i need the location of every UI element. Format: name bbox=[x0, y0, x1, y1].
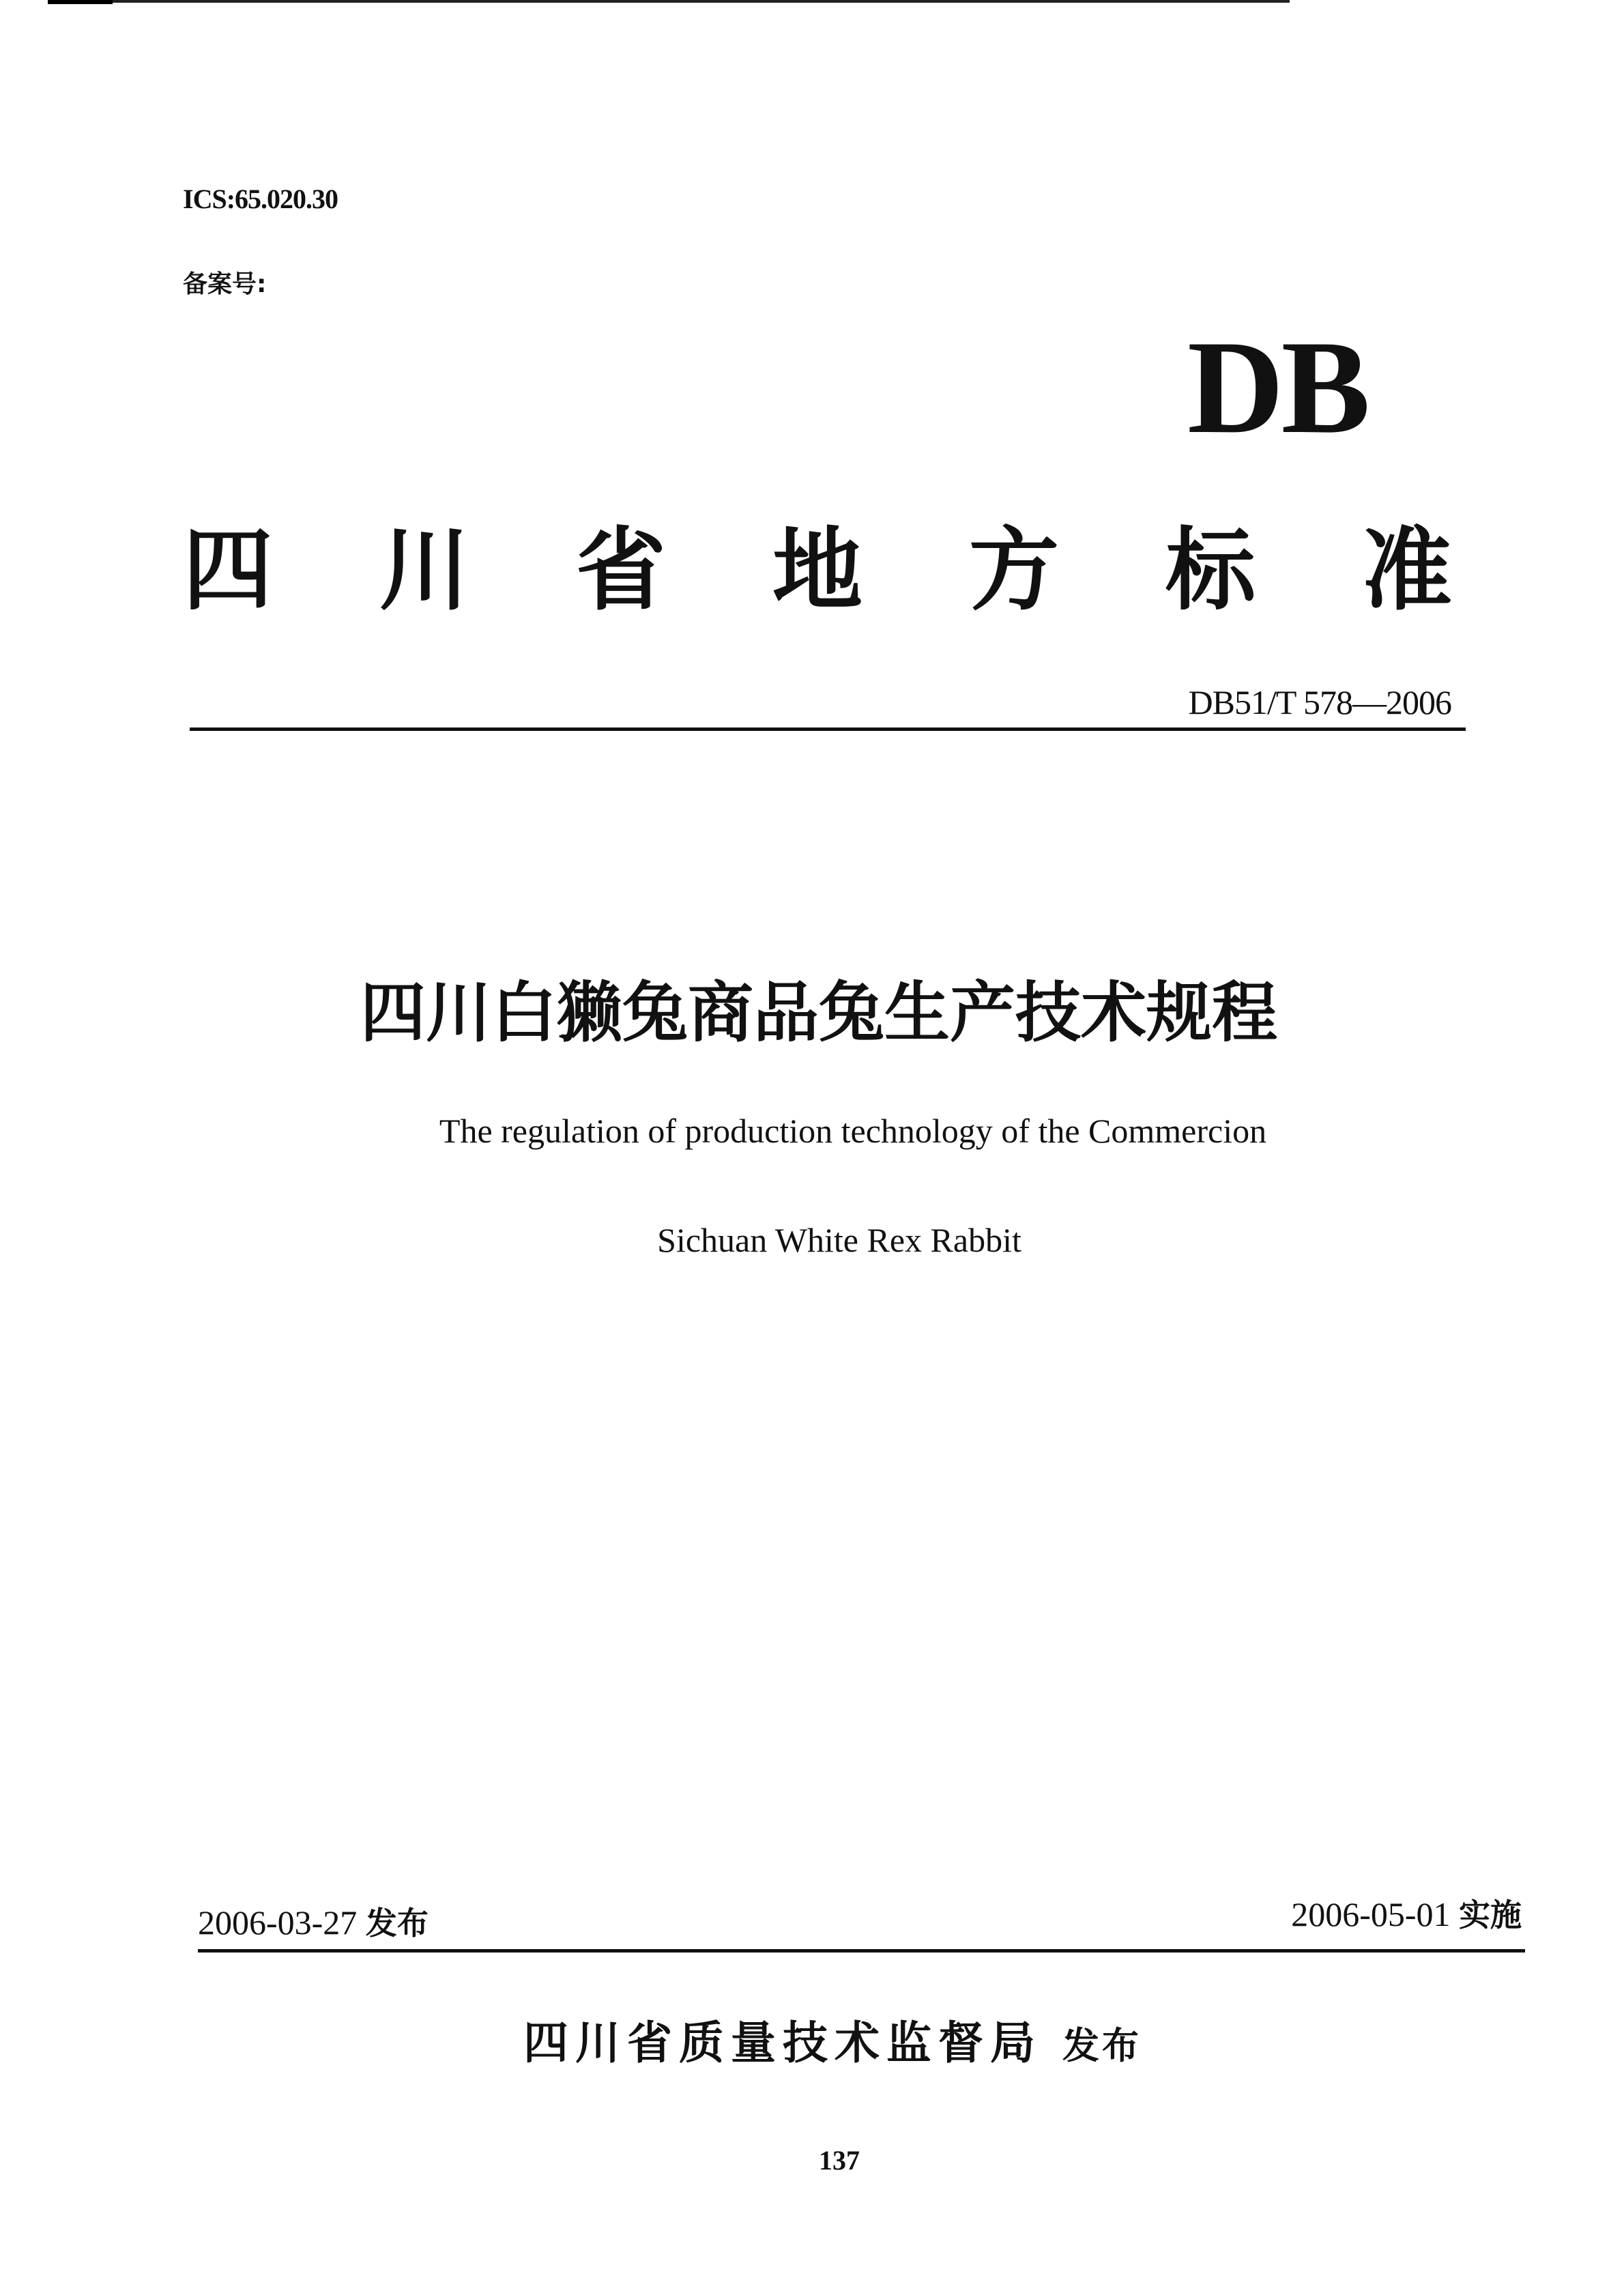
page-number: 137 bbox=[819, 2145, 860, 2176]
document-title-english-line2: Sichuan White Rex Rabbit bbox=[657, 1221, 1021, 1259]
issue-date-line bbox=[198, 1899, 429, 1944]
standard-type-char: 方 bbox=[969, 518, 1059, 623]
header-divider bbox=[190, 727, 1466, 731]
standard-type-heading bbox=[183, 518, 1452, 623]
issue-date: 2006-03-27 bbox=[198, 1903, 358, 1942]
standard-type-char: 地 bbox=[772, 518, 862, 623]
standard-type-char: 省 bbox=[576, 518, 666, 623]
standard-type-char: 标 bbox=[1165, 518, 1256, 623]
filing-number-label: 备案号: bbox=[183, 270, 267, 298]
standard-type-char: 准 bbox=[1362, 518, 1452, 623]
issuer-name: 四川省质量技术监督局 bbox=[523, 2017, 1042, 2069]
standard-type-char: 川 bbox=[379, 518, 469, 623]
issuing-authority bbox=[0, 2006, 1624, 2071]
ics-code: ICS:65.020.30 bbox=[183, 184, 338, 214]
effective-date-line bbox=[1291, 1890, 1522, 1935]
document-title-english-line1: The regulation of production technology of the Commercion bbox=[439, 1112, 1267, 1150]
top-border-mark bbox=[48, 0, 113, 4]
standard-type-char: 四 bbox=[183, 518, 273, 623]
document-title-chinese: 四川白獭兔商品兔生产技术规程 bbox=[360, 975, 1277, 1051]
issue-label: 发布 bbox=[365, 1905, 429, 1942]
issuer-suffix: 发布 bbox=[1062, 2024, 1142, 2067]
footer-divider bbox=[198, 1949, 1525, 1953]
db-standard-mark: DB bbox=[1187, 313, 1368, 461]
top-border-rule bbox=[48, 0, 1290, 3]
effective-date: 2006-05-01 bbox=[1291, 1895, 1451, 1933]
standard-number: DB51/T 578—2006 bbox=[1188, 683, 1451, 721]
effective-label: 实施 bbox=[1459, 1897, 1522, 1933]
